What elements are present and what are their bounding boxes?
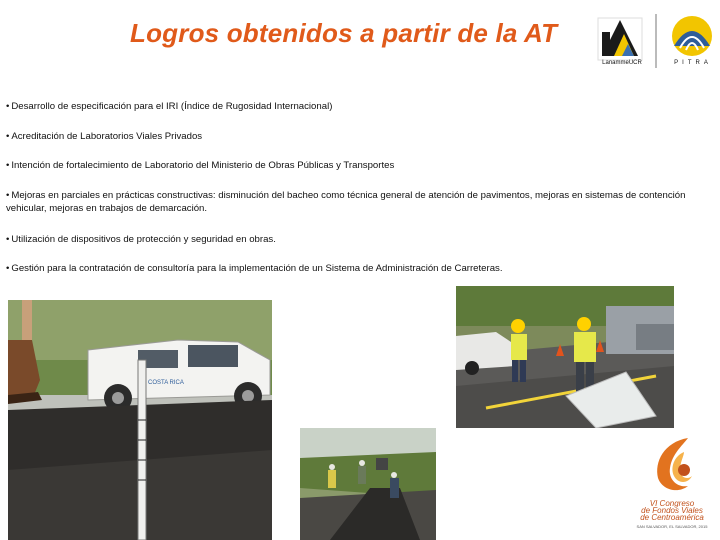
logo-divider [655,14,657,68]
congreso-line-3: de Centroamérica [640,513,704,522]
bullet-item [6,189,714,215]
slide-title: Logros obtenidos a partir de la AT [130,18,558,48]
bullet-marker: • [6,263,10,274]
pitra-logo [668,12,716,62]
congreso-text [630,500,714,530]
bullet-item [6,233,714,246]
bullet-text: Mejoras en parciales en prácticas constructivas: disminución del bacheo como técnica general de atención de pavimentos, mejoras en sistemas de contención vehicular, mejoras en trabajos de demarcación. [6,190,686,214]
bullet-item [6,100,714,113]
bullet-marker: • [6,131,10,142]
congreso-line-1: VI Congreso [649,499,695,508]
congreso-logo [644,432,704,498]
bullet-marker: • [6,160,10,171]
photo-truck-asphalt [8,300,272,540]
bullet-text: Intención de fortalecimiento de Laboratorio del Ministerio de Obras Públicas y Transportes [11,160,395,171]
photo-road-marking [456,286,674,428]
bullet-marker: • [6,190,10,201]
photo-paving-crew [300,428,436,540]
pitra-logo-label: PITRA [674,60,712,66]
bullet-marker: • [6,101,10,112]
bullet-item [6,262,714,275]
congreso-footer: SAN SALVADOR, EL SALVADOR, 2015 [636,524,708,529]
bullet-text: Acreditación de Laboratorios Viales Privados [11,131,203,142]
bullet-item [6,130,714,143]
bullet-text: Gestión para la contratación de consultoría para la implementación de un Sistema de Administración de Carreteras. [11,263,503,274]
bullet-text: Desarrollo de especificación para el IRI (Índice de Rugosidad Internacional) [11,101,333,112]
lanamme-logo-label: LanammeUCR [602,60,642,66]
congreso-line-2: de Fondos Viales [641,506,703,515]
bullet-item [6,159,714,172]
bullet-marker: • [6,234,10,245]
truck-door-text: COSTA RICA [148,380,184,386]
bullet-text: Utilización de dispositivos de protección y seguridad en obras. [11,234,276,245]
